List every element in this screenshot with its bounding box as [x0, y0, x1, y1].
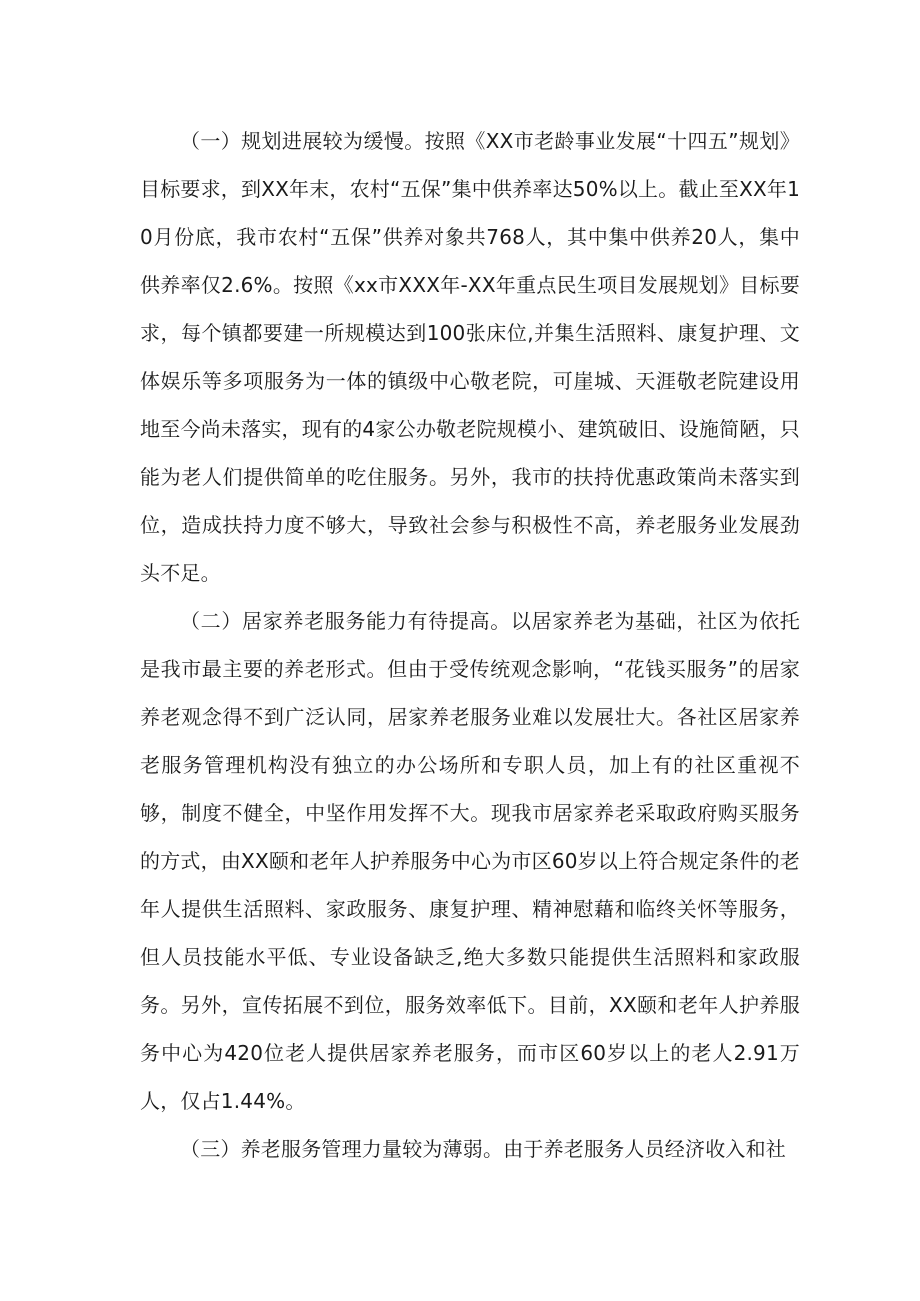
paragraph-management-strength: （三）养老服务管理力量较为薄弱。由于养老服务人员经济收入和社 — [180, 1137, 786, 1161]
document-body — [140, 117, 800, 1173]
paragraph-home-care-capacity: （二）居家养老服务能力有待提高。以居家养老为基础，社区为依托是我市最主要的养老形式。但由于受传统观念影响，“花钱买服务”的居家养老观念得不到广泛认同，居家养老服务业难以发展壮大。各社区居家养老服务管理机构没有独立的办公场所和专职人员，加上有的社区重视不够，制度不健全，中坚作用发挥不大。现我市居家养老采取政府购买服务的方式，由XX颐和老年人护养服务中心为市区60岁以上符合规定条件的老年人提供生活照料、家政服务、康复护理、精神慰藉和临终关怀等服务，但人员技能水平低、专业设备缺乏,绝大多数只能提供生活照料和家政服务。另外，宣传拓展不到位，服务效率低下。目前，XX颐和老年人护养服务中心为420位老人提供居家养老服务，而市区60岁以上的老人2.91万人，仅占1.44%。 — [140, 609, 800, 1113]
paragraph-planning-progress: （一）规划进展较为缓慢。按照《XX市老龄事业发展“十四五”规划》目标要求，到XX年末，农村“五保”集中供养率达50%以上。截止至XX年10月份底，我市农村“五保”供养对象共768人，其中集中供养20人，集中供养率仅2.6%。按照《xx市XXX年-XX年重点民生项目发展规划》目标要求，每个镇都要建一所规模达到100张床位,并集生活照料、康复护理、文体娱乐等多项服务为一体的镇级中心敬老院，可崖城、天涯敬老院建设用地至今尚未落实，现有的4家公办敬老院规模小、建筑破旧、设施简陋，只能为老人们提供简单的吃住服务。另外，我市的扶持优惠政策尚未落实到位，造成扶持力度不够大，导致社会参与积极性不高，养老服务业发展劲头不足。 — [140, 129, 800, 585]
